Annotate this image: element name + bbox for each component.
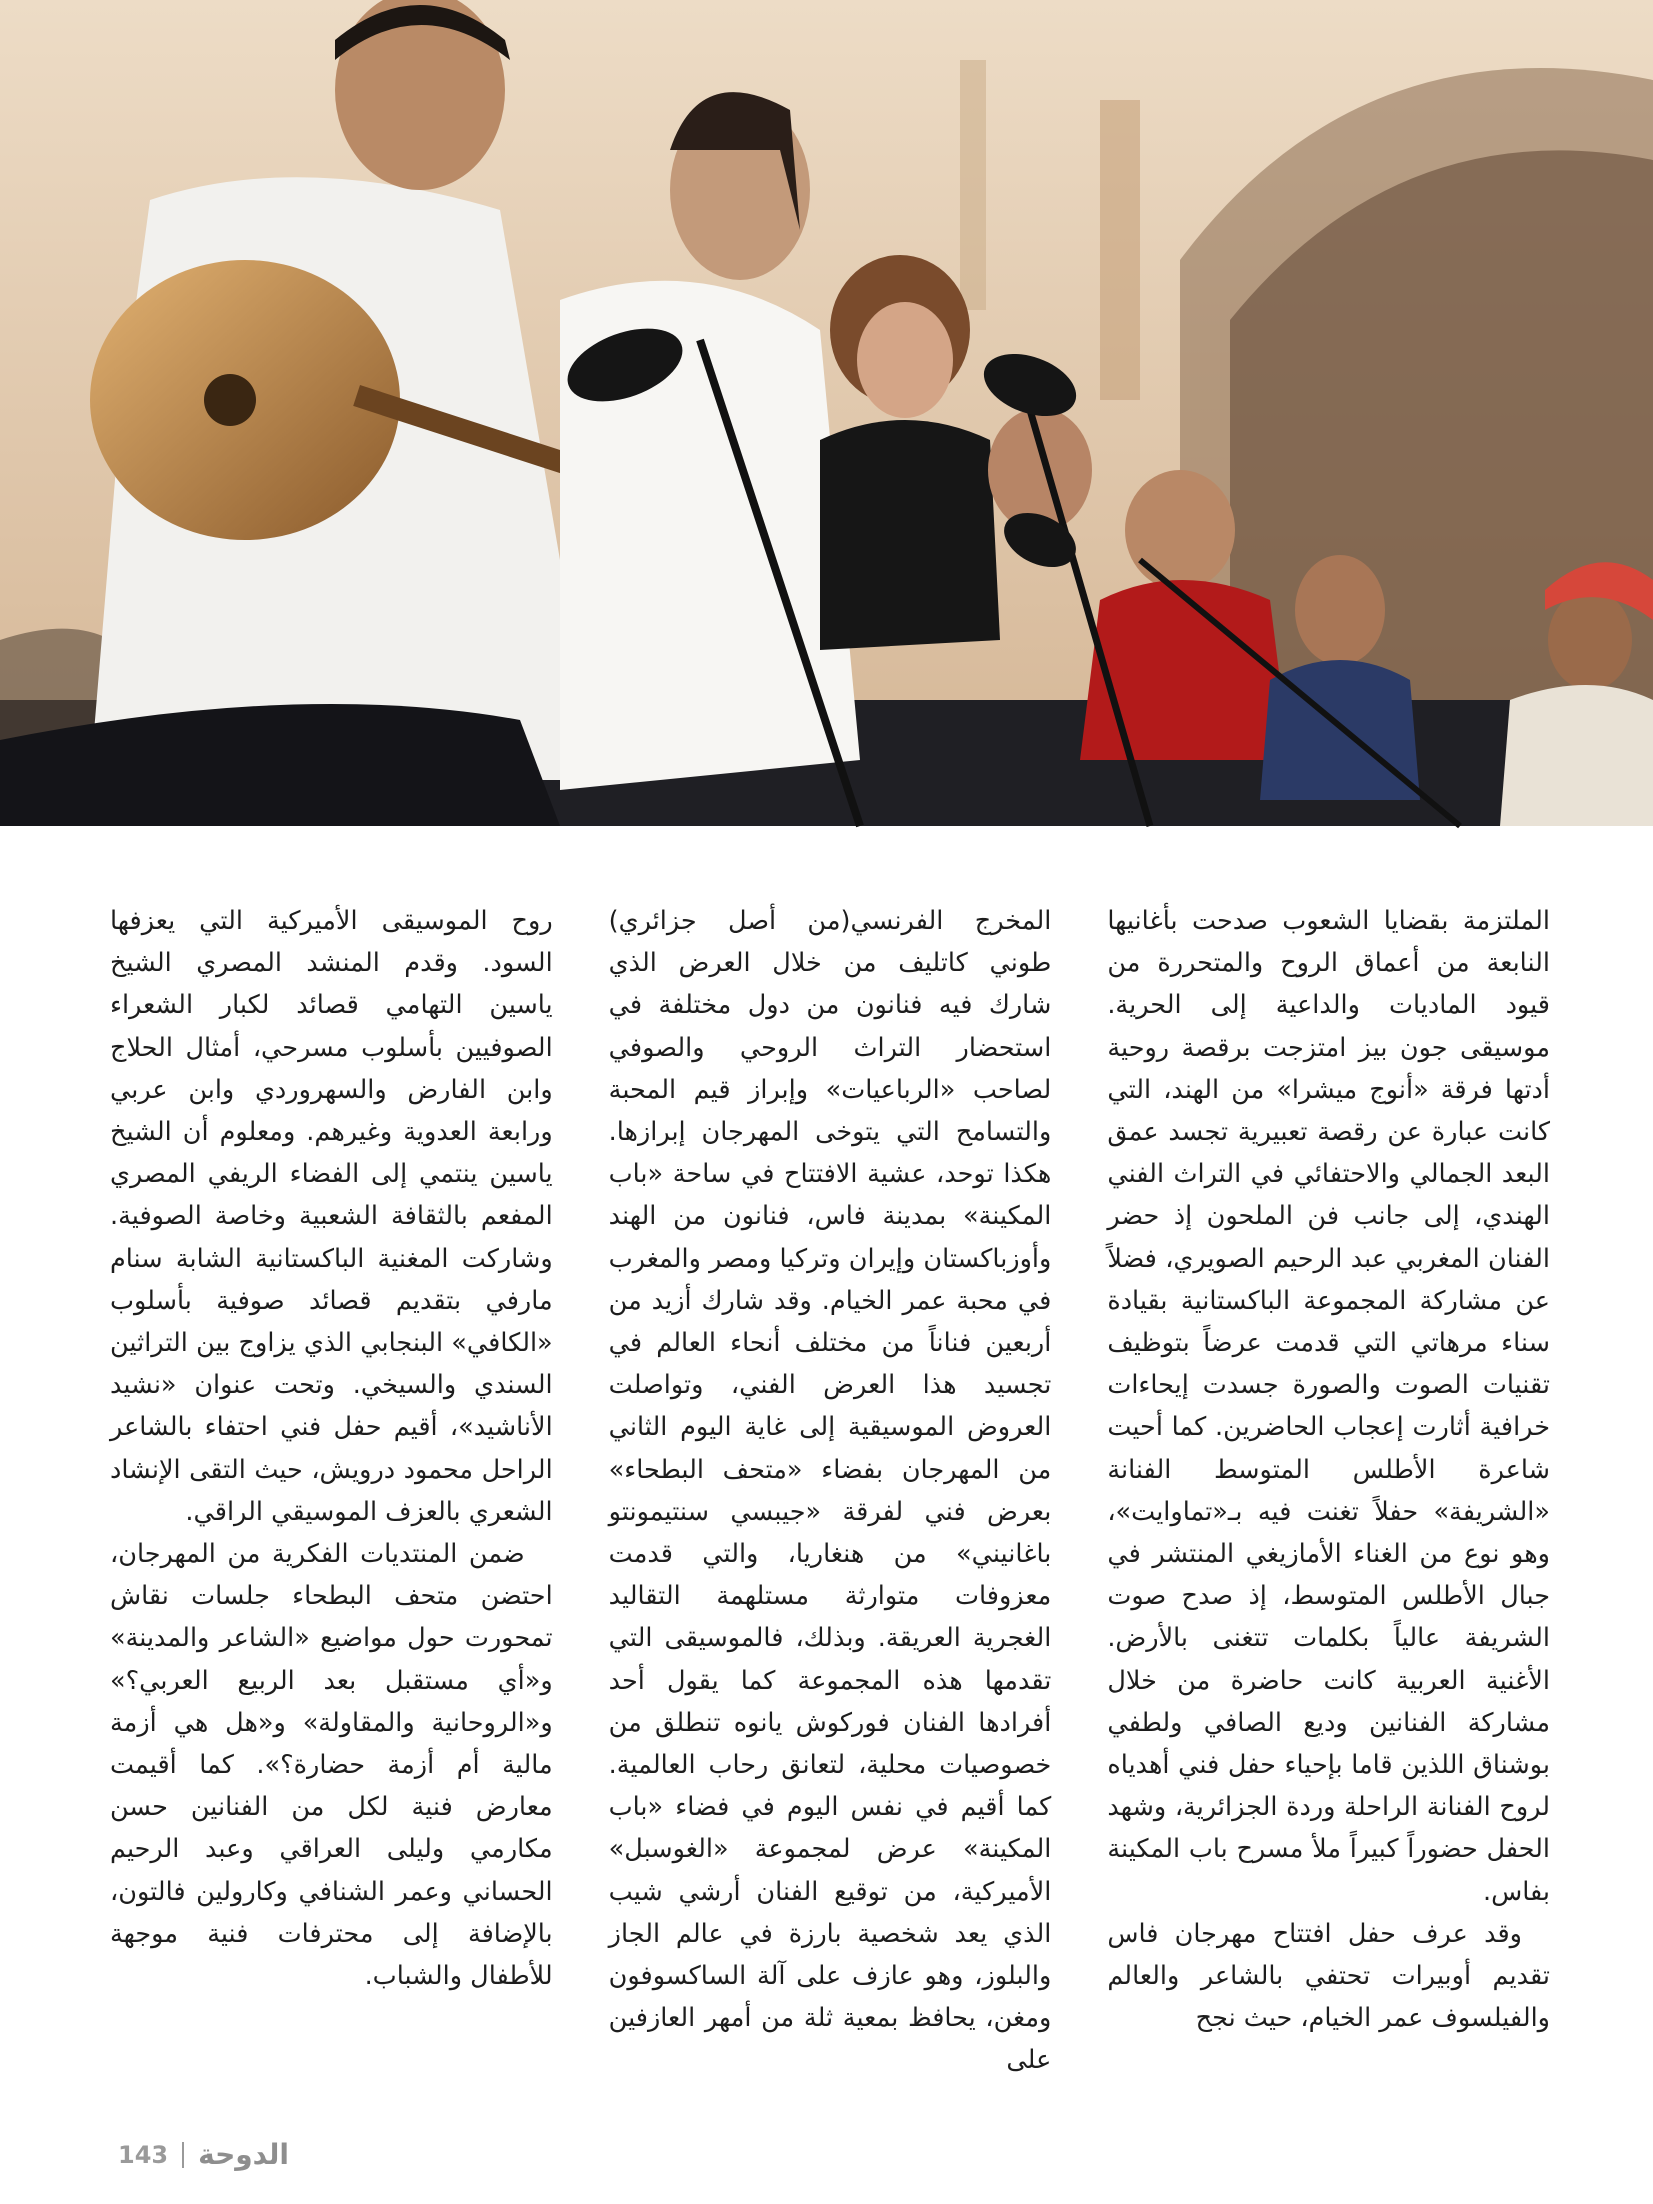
magazine-logo: الدوحة xyxy=(198,2138,289,2171)
page-footer xyxy=(118,2138,289,2171)
paragraph: وقد عرف حفل افتتاح مهرجان فاس تقديم أوبيرات تحتفي بالشاعر والعالم والفيلسوف عمر الخيام، حيث نجح xyxy=(1107,1918,1550,2034)
article-columns xyxy=(109,900,1550,2076)
paragraph: ضمن المنتديات الفكرية من المهرجان، احتضن متحف البطحاء جلسات نقاش تمحورت حول مواضيع «الشاعر والمدينة» و«أي مستقبل بعد الربيع العربي؟» و«الروحانية والمقاولة» و«هل هي أزمة مالية أم أزمة حضارة؟». كما أقيمت معارض فنية لكل من الفنانين حسن مكارمي وليلى العراقي وعبد الرحيم الحساني وعمر الشنافي وكارولين فالتون، بالإضافة إلى محترفات فنية موجهة للأطفال والشباب. xyxy=(109,1539,553,1992)
concert-photo xyxy=(0,0,1653,826)
paragraph: روح الموسيقى الأميركية التي يعزفها السود. وقدم المنشد المصري الشيخ ياسين التهامي قصائد لكبار الشعراء الصوفيين بأسلوب مسرحي، أمثال الحلاج وابن الفارض والسهروردي وابن عربي ورابعة العدوية وغيرهم. ومعلوم أن الشيخ ياسين ينتمي إلى الفضاء الريفي المصري المفعم بالثقافة الشعبية وخاصة الصوفية. وشاركت المغنية الباكستانية الشابة سنام مارفي بتقديم قصائد صوفية بأسلوب «الكافي» البنجابي الذي يزاوج بين التراثين السندي والسيخي. وتحت عنوان «نشيد الأناشيد»، أقيم حفل فني احتفاء بالشاعر الراحل محمود درويش، حيث التقى الإنشاد الشعري بالعزف الموسيقي الراقي. xyxy=(109,906,553,1527)
page-number: 143 xyxy=(118,2140,169,2169)
column-left xyxy=(110,900,553,2050)
column-middle xyxy=(608,900,1052,2076)
footer-divider xyxy=(182,2142,184,2168)
paragraph: الملتزمة بقضايا الشعوب صدحت بأغانيها النابعة من أعماق الروح والمتحررة من قيود الماديات والداعية إلى الحرية. موسيقى جون بيز امتزجت برقصة روحية أدتها فرقة «أنوج ميشرا» من الهند، التي كانت عبارة عن رقصة تعبيرية تجسد عمق البعد الجمالي والاحتفائي في التراث الفني الهندي، إلى جانب فن الملحون إذ حضر الفنان المغربي عبد الرحيم الصويري، فضلاً عن مشاركة المجموعة الباكستانية بقيادة سناء مرهاتي التي قدمت عرضاً بتوظيف تقنيات الصوت والصورة جسدت إيحاءات خرافية أثارت إعجاب الحاضرين. كما أحيت شاعرة الأطلس المتوسط الفنانة «الشريفة» حفلاً تغنت فيه بـ«تماوايت»، وهو نوع من الغناء الأمازيغي المنتشر في جبال الأطلس المتوسط، إذ صدح صوت الشريفة عالياً بكلمات تتغنى بالأرض. الأغنية العربية كانت حاضرة من خلال مشاركة الفنانين وديع الصافي ولطفي بوشناق اللذين قاما بإحياء حفل فني أهدياه لروح الفنانة الراحلة وردة الجزائرية، وشهد الحفل حضوراً كبيراً ملأ مسرح باب المكينة بفاس. xyxy=(1107,906,1550,1907)
concert-photo-illustration xyxy=(0,0,1653,826)
column-right xyxy=(1107,900,1550,2050)
paragraph: المخرج الفرنسي(من أصل جزائري) طوني كاتليف من خلال العرض الذي شارك فيه فنانون من دول مختلفة في استحضار التراث الروحي والصوفي لصاحب «الرباعيات» وإبراز قيم المحبة والتسامح التي يتوخى المهرجان إبرازها. هكذا توحد، عشية الافتتاح في ساحة «باب المكينة» بمدينة فاس، فنانون من الهند وأوزباكستان وإيران وتركيا ومصر والمغرب في محبة عمر الخيام. وقد شارك أزيد من أربعين فناناً من مختلف أنحاء العالم في تجسيد هذا العرض الفني، وتواصلت العروض الموسيقية إلى غاية اليوم الثاني من المهرجان بفضاء «متحف البطحاء» بعرض فني لفرقة «جيبسي سنتيمونتو باغانيني» من هنغاريا، والتي قدمت معزوفات متوارثة مستلهمة التقاليد الغجرية العريقة. وبذلك، فالموسيقى التي تقدمها هذه المجموعة كما يقول أحد أفرادها الفنان فوركوش يانوه تنطلق من خصوصيات محلية، لتعانق رحاب العالمية. كما أقيم في نفس اليوم في فضاء «باب المكينة» عرض لمجموعة «الغوسبل» الأميركية، من توقيع الفنان أرشي شيب الذي يعد شخصية بارزة في عالم الجاز والبلوز، وهو عازف على آلة الساكسوفون ومغن، يحافظ بمعية ثلة من أمهر العازفين على xyxy=(608,906,1052,2076)
